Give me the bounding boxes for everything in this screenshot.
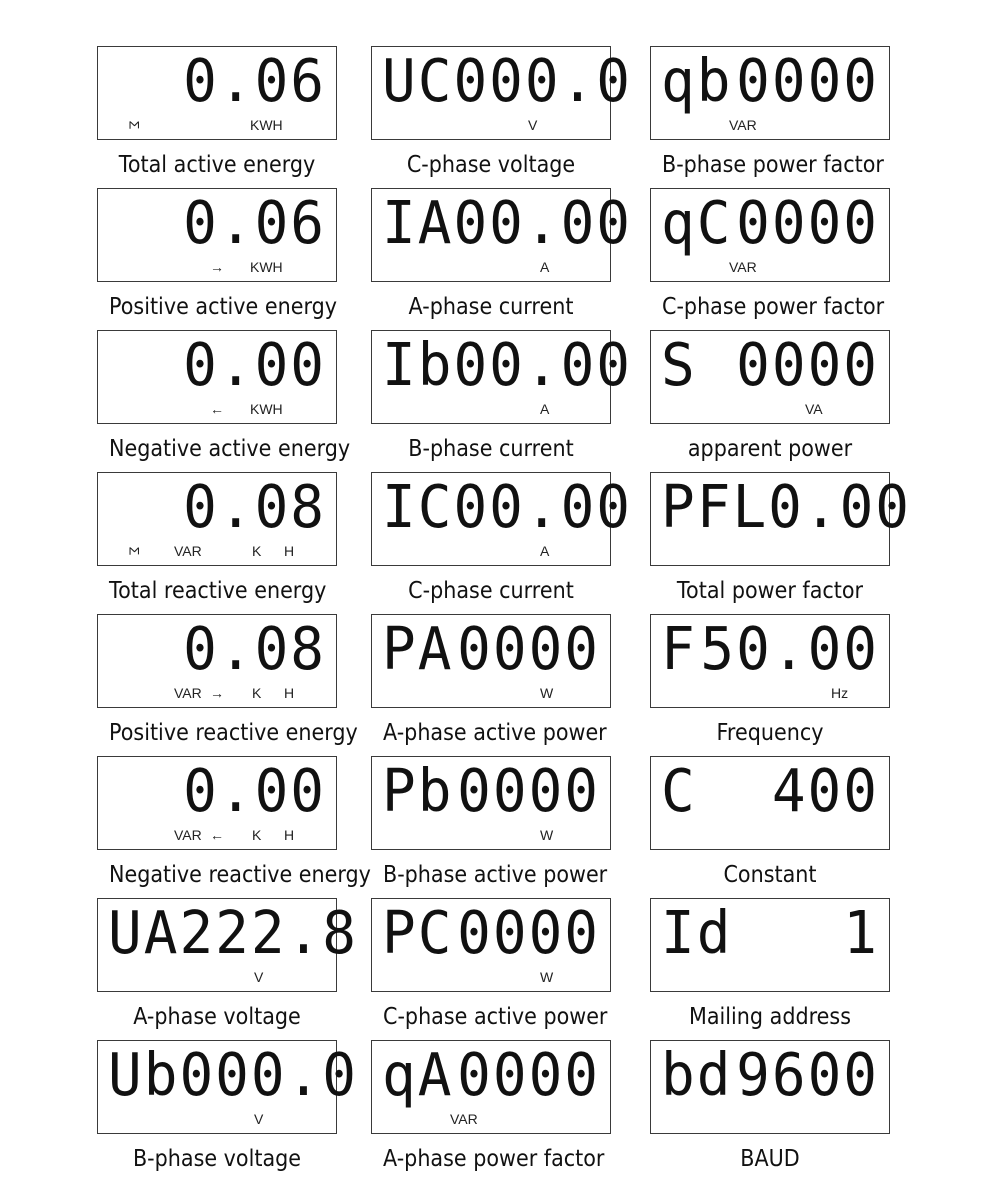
arrow-left-icon: ←	[210, 401, 224, 417]
lcd-screen	[371, 1040, 611, 1134]
unit-label: V	[528, 117, 538, 133]
lcd-display-cell	[97, 756, 371, 888]
lcd-screen	[371, 46, 633, 140]
unit-label: VAR	[174, 543, 202, 559]
display-caption: B-phase power factor	[662, 152, 884, 178]
lcd-screen	[97, 1040, 359, 1134]
lcd-main-readout	[98, 47, 336, 116]
arrow-left-icon: ←	[210, 827, 224, 843]
lcd-display-cell	[371, 46, 633, 178]
lcd-main-readout	[651, 473, 912, 542]
lcd-main-readout	[372, 1041, 610, 1110]
lcd-main-readout	[372, 899, 610, 968]
lcd-value: 000.0	[179, 1041, 359, 1110]
lcd-screen	[650, 472, 912, 566]
lcd-display-cell	[97, 614, 358, 746]
lcd-code: C	[661, 757, 697, 826]
arrow-right-icon: →	[210, 685, 224, 701]
lcd-screen	[97, 614, 337, 708]
lcd-screen	[371, 614, 611, 708]
lcd-display-cell	[97, 1040, 359, 1172]
lcd-main-readout	[98, 1041, 359, 1110]
lcd-main-readout	[98, 189, 336, 258]
unit-label: VA	[805, 401, 823, 417]
lcd-screen	[650, 188, 890, 282]
unit-label: H	[284, 685, 295, 701]
lcd-display-cell	[97, 330, 351, 462]
lcd-value: 0.06	[183, 189, 326, 258]
lcd-code: qA	[382, 1041, 454, 1110]
unit-label: A	[540, 543, 550, 559]
lcd-code: qb	[661, 47, 733, 116]
lcd-screen	[97, 756, 337, 850]
lcd-display-cell	[650, 472, 912, 604]
lcd-code: UC	[382, 47, 454, 116]
lcd-display-cell	[650, 188, 890, 320]
lcd-screen	[97, 898, 359, 992]
lcd-main-readout	[372, 473, 633, 542]
display-caption: Positive reactive energy	[109, 720, 358, 746]
lcd-value: 000.0	[453, 47, 633, 116]
lcd-display-cell	[371, 614, 611, 746]
lcd-main-readout	[651, 47, 889, 116]
display-caption: Negative reactive energy	[109, 862, 371, 888]
display-caption: C-phase current	[408, 578, 574, 604]
unit-label: VAR	[729, 117, 757, 133]
unit-label: K	[252, 685, 262, 701]
lcd-screen	[371, 898, 611, 992]
lcd-code: UA	[108, 899, 180, 968]
lcd-main-readout	[372, 47, 633, 116]
lcd-display-cell	[371, 188, 633, 320]
lcd-value: 0.00	[183, 757, 326, 826]
lcd-code: IC	[382, 473, 454, 542]
unit-label: H	[284, 543, 295, 559]
lcd-display-cell	[371, 898, 611, 1030]
display-caption: A-phase voltage	[133, 1004, 301, 1030]
lcd-value: 0.06	[183, 47, 326, 116]
lcd-value: 50.00	[700, 615, 879, 684]
lcd-value: 400	[771, 757, 879, 826]
unit-label: KWH	[250, 401, 283, 417]
unit-label: VAR	[450, 1111, 478, 1127]
display-caption: Total power factor	[676, 578, 864, 604]
display-caption: Negative active energy	[109, 436, 351, 462]
display-caption: C-phase voltage	[406, 152, 576, 178]
lcd-screen	[97, 472, 337, 566]
unit-label: W	[540, 827, 554, 843]
lcd-screen	[97, 330, 337, 424]
unit-label: A	[540, 401, 550, 417]
lcd-main-readout	[651, 331, 889, 400]
lcd-code: PF	[661, 473, 733, 542]
lcd-code: Ib	[382, 331, 454, 400]
unit-label: Hz	[831, 685, 849, 701]
lcd-code: bd	[661, 1041, 733, 1110]
lcd-value: 0000	[736, 189, 879, 258]
lcd-code: IA	[382, 189, 454, 258]
lcd-value: 0000	[457, 1041, 600, 1110]
lcd-screen	[371, 472, 633, 566]
lcd-main-readout	[651, 615, 889, 684]
display-caption: BAUD	[740, 1146, 800, 1172]
unit-label: KWH	[250, 259, 283, 275]
lcd-screen	[371, 330, 633, 424]
display-caption: Total reactive energy	[109, 578, 327, 604]
unit-label: V	[254, 1111, 264, 1127]
lcd-screen	[371, 188, 633, 282]
lcd-screen	[650, 330, 890, 424]
display-caption: Frequency	[716, 720, 824, 746]
lcd-display-cell	[650, 46, 890, 178]
display-caption: Total active energy	[118, 152, 316, 178]
lcd-value: 0.08	[183, 615, 326, 684]
lcd-display-cell	[650, 330, 890, 462]
lcd-display-cell	[97, 188, 337, 320]
lcd-main-readout	[651, 1041, 889, 1110]
lcd-display-cell	[371, 756, 611, 888]
lcd-screen	[650, 1040, 890, 1134]
lcd-display-cell	[371, 472, 633, 604]
lcd-value: 0000	[457, 899, 600, 968]
lcd-display-cell	[97, 898, 359, 1030]
lcd-value: 0.08	[183, 473, 326, 542]
lcd-main-readout	[98, 473, 336, 542]
lcd-display-cell	[650, 1040, 890, 1172]
display-caption: B-phase voltage	[132, 1146, 302, 1172]
lcd-value: 00.00	[453, 189, 633, 258]
lcd-code: F	[661, 615, 697, 684]
lcd-code: S	[661, 331, 697, 400]
display-caption: B-phase active power	[383, 862, 608, 888]
sigma-icon: Σ	[126, 546, 143, 556]
display-caption: C-phase active power	[383, 1004, 608, 1030]
lcd-value: 1	[843, 899, 879, 968]
lcd-screen	[371, 756, 611, 850]
unit-label: V	[254, 969, 264, 985]
lcd-value: 9600	[736, 1041, 879, 1110]
unit-label: W	[540, 685, 554, 701]
lcd-main-readout	[651, 899, 889, 968]
lcd-screen	[650, 898, 890, 992]
display-caption: C-phase power factor	[662, 294, 885, 320]
arrow-right-icon: →	[210, 259, 224, 275]
lcd-display-cell	[650, 898, 890, 1030]
display-caption: B-phase current	[408, 436, 574, 462]
lcd-code: Ub	[108, 1041, 180, 1110]
unit-label: K	[252, 827, 262, 843]
display-caption: Mailing address	[689, 1004, 851, 1030]
sigma-icon: Σ	[126, 120, 143, 130]
unit-label: W	[540, 969, 554, 985]
lcd-main-readout	[651, 757, 889, 826]
lcd-screen	[650, 614, 890, 708]
lcd-main-readout	[98, 899, 359, 968]
unit-label: A	[540, 259, 550, 275]
display-caption: Constant	[723, 862, 817, 888]
lcd-code: PC	[382, 899, 454, 968]
lcd-code: Id	[661, 899, 733, 968]
unit-label: KWH	[250, 117, 283, 133]
lcd-main-readout	[98, 757, 336, 826]
lcd-value: 0000	[736, 47, 879, 116]
lcd-screen	[650, 756, 890, 850]
lcd-code: PA	[382, 615, 454, 684]
display-caption: A-phase power factor	[383, 1146, 605, 1172]
display-caption: Positive active energy	[109, 294, 338, 320]
lcd-display-cell	[371, 330, 633, 462]
lcd-screen	[97, 46, 337, 140]
lcd-value: 00.00	[453, 473, 633, 542]
lcd-value: 0000	[457, 757, 600, 826]
display-caption: apparent power	[687, 436, 853, 462]
display-caption: A-phase current	[408, 294, 574, 320]
unit-label: K	[252, 543, 262, 559]
lcd-main-readout	[98, 331, 336, 400]
lcd-main-readout	[372, 757, 610, 826]
lcd-main-readout	[372, 331, 633, 400]
unit-label: H	[284, 827, 295, 843]
lcd-display-cell	[650, 614, 890, 746]
lcd-main-readout	[372, 189, 633, 258]
unit-label: VAR	[174, 685, 202, 701]
lcd-display-cell	[650, 756, 890, 888]
display-caption: A-phase active power	[383, 720, 607, 746]
lcd-code: qC	[661, 189, 733, 258]
lcd-screen	[97, 188, 337, 282]
lcd-screen	[650, 46, 890, 140]
lcd-main-readout	[372, 615, 610, 684]
lcd-main-readout	[98, 615, 336, 684]
unit-label: VAR	[174, 827, 202, 843]
lcd-display-cell	[97, 472, 337, 604]
lcd-value: 00.00	[453, 331, 633, 400]
lcd-value: 0.00	[183, 331, 326, 400]
lcd-display-cell	[97, 46, 337, 178]
lcd-main-readout	[651, 189, 889, 258]
lcd-value: 0000	[736, 331, 879, 400]
lcd-display-cell	[371, 1040, 611, 1172]
lcd-value: 222.8	[179, 899, 359, 968]
unit-label: VAR	[729, 259, 757, 275]
lcd-value: L0.00	[732, 473, 912, 542]
lcd-value: 0000	[457, 615, 600, 684]
lcd-code: Pb	[382, 757, 454, 826]
